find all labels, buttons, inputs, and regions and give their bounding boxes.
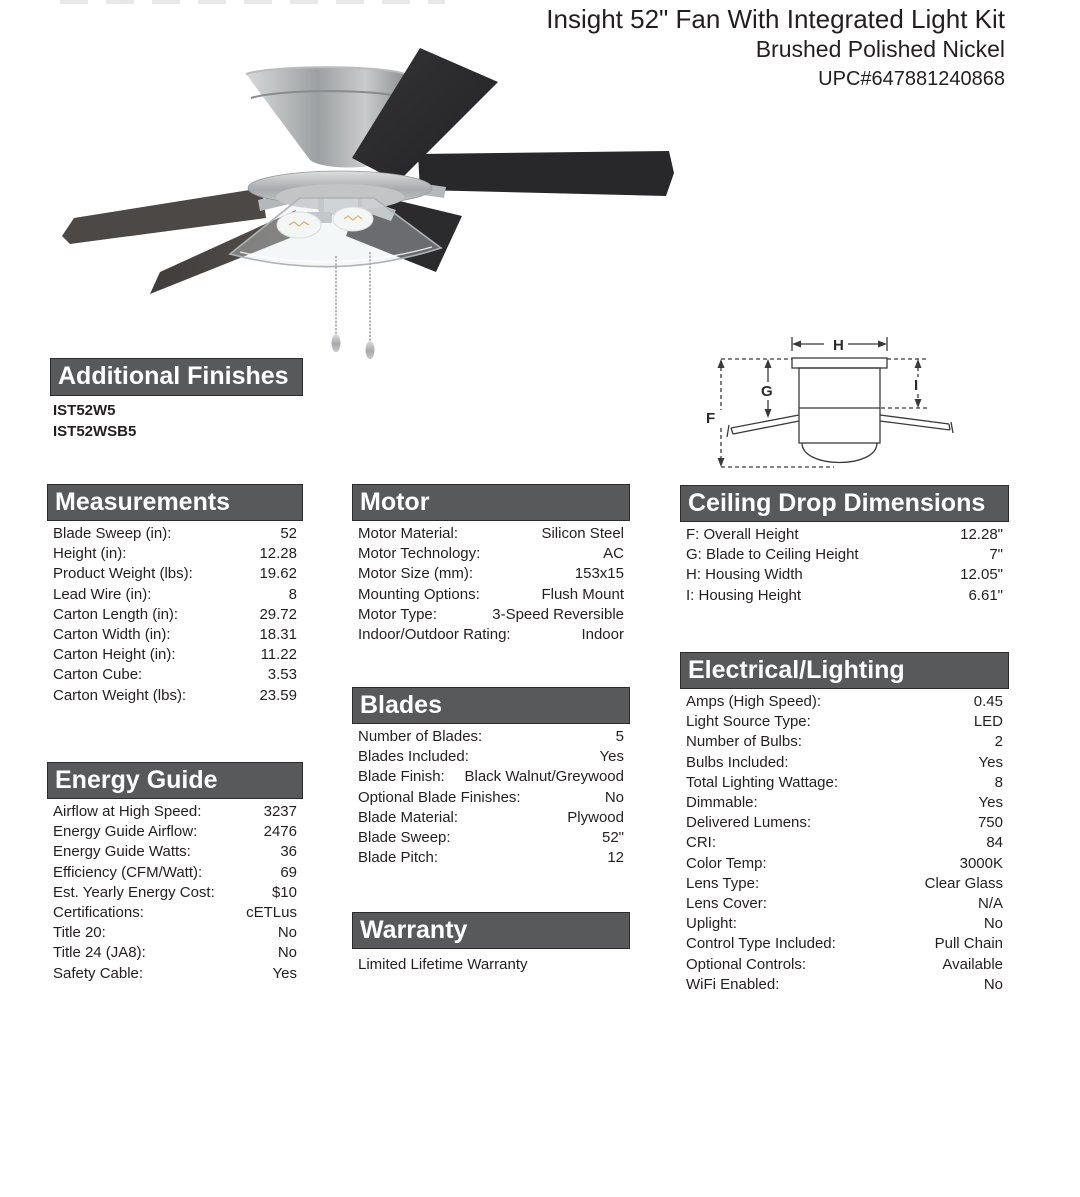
- spec-label: Title 24 (JA8):: [53, 944, 146, 962]
- spec-row: [47, 964, 303, 984]
- spec-label: Blade Sweep:: [358, 829, 451, 847]
- spec-label: Blade Material:: [358, 808, 459, 826]
- spec-value: Yes: [272, 964, 297, 982]
- spec-value: No: [604, 788, 624, 806]
- spec-label: Carton Height (in):: [53, 646, 176, 664]
- spec-row: [680, 732, 1009, 752]
- spec-label: Dimmable:: [686, 794, 758, 812]
- electrical-lighting-header: Electrical/Lighting: [680, 652, 1009, 689]
- spec-value: 18.31: [259, 626, 297, 644]
- spec-label: Lens Cover:: [686, 895, 767, 913]
- spec-row: [680, 854, 1009, 874]
- product-upc: UPC#647881240868: [818, 68, 1005, 90]
- diagram-dim-i: [881, 359, 929, 408]
- spec-value: 3.53: [267, 666, 297, 684]
- spec-row: [352, 605, 630, 625]
- spec-row: [47, 645, 303, 665]
- spec-label: Energy Guide Airflow:: [53, 823, 198, 841]
- diagram-label-g: G: [761, 383, 773, 400]
- section-energy-guide: [47, 762, 303, 984]
- spec-value: 153x15: [574, 565, 624, 583]
- spec-row: [352, 727, 630, 747]
- spec-label: Motor Size (mm):: [358, 565, 474, 583]
- spec-label: CRI:: [686, 834, 716, 852]
- spec-value: LED: [973, 713, 1003, 731]
- spec-row: [352, 524, 630, 544]
- spec-row: [47, 903, 303, 923]
- spec-label: G: Blade to Ceiling Height: [686, 546, 859, 564]
- product-finish: Brushed Polished Nickel: [755, 36, 1005, 62]
- spec-row: [47, 625, 303, 645]
- spec-row: [352, 564, 630, 584]
- spec-row: [352, 544, 630, 564]
- spec-row: [47, 605, 303, 625]
- diagram-dim-f: [721, 359, 834, 467]
- motor-header: Motor: [352, 484, 630, 521]
- spec-label: Control Type Included:: [686, 935, 836, 953]
- warranty-text: Limited Lifetime Warranty: [358, 956, 528, 973]
- spec-label: Color Temp:: [686, 854, 767, 872]
- spec-label: Height (in):: [53, 545, 127, 563]
- spec-value: No: [983, 975, 1003, 993]
- spec-label: Optional Blade Finishes:: [358, 788, 521, 806]
- section-ceiling-drop: [680, 485, 1009, 606]
- section-measurements: [47, 484, 303, 706]
- spec-value: 52: [280, 525, 297, 542]
- section-blades: [352, 687, 630, 868]
- spec-row: [352, 585, 630, 605]
- spec-value: Flush Mount: [541, 585, 624, 603]
- spec-row: [680, 692, 1009, 712]
- spec-row: [47, 923, 303, 943]
- spec-row: [47, 585, 303, 605]
- pull-chains: [332, 252, 375, 359]
- spec-row: [47, 524, 303, 544]
- spec-value: 12.28": [960, 526, 1003, 543]
- diagram-label-i: I: [914, 377, 919, 394]
- spec-value: 7": [989, 546, 1003, 564]
- spec-value: 0.45: [973, 693, 1003, 710]
- blades-header: Blades: [352, 687, 630, 724]
- diagram-label-f: F: [706, 410, 716, 427]
- spec-label: Blade Sweep (in):: [53, 525, 172, 542]
- spec-value: 12: [607, 849, 624, 867]
- spec-row: [680, 773, 1009, 793]
- spec-row: [680, 753, 1009, 773]
- spec-row: [680, 874, 1009, 894]
- spec-value: 3237: [263, 803, 297, 820]
- spec-label: Carton Cube:: [53, 666, 143, 684]
- spec-value: 29.72: [259, 605, 297, 623]
- spec-label: Blade Finish:: [358, 768, 445, 786]
- spec-value: No: [983, 915, 1003, 933]
- warranty-header: Warranty: [352, 912, 630, 949]
- spec-label: Optional Controls:: [686, 955, 807, 973]
- section-motor: [352, 484, 630, 645]
- spec-label: Mounting Options:: [358, 585, 480, 603]
- spec-label: WiFi Enabled:: [686, 975, 780, 993]
- spec-value: 5: [615, 728, 624, 745]
- spec-label: Safety Cable:: [53, 964, 144, 982]
- spec-value: 2476: [263, 823, 297, 841]
- fan-blade: [62, 188, 266, 244]
- spec-value: 11.22: [260, 646, 297, 664]
- spec-value: Pull Chain: [934, 935, 1003, 953]
- spec-row: [680, 712, 1009, 732]
- spec-row: [352, 828, 630, 848]
- spec-label: Blade Pitch:: [358, 849, 439, 867]
- spec-label: Energy Guide Watts:: [53, 843, 191, 861]
- spec-row: [47, 943, 303, 963]
- spec-label: Lead Wire (in):: [53, 585, 152, 603]
- spec-label: Product Weight (lbs):: [53, 565, 193, 583]
- measurements-header: Measurements: [47, 484, 303, 521]
- spec-label: Carton Width (in):: [53, 626, 171, 644]
- spec-row: [352, 848, 630, 868]
- section-additional-finishes: [50, 358, 303, 442]
- spec-row: [352, 625, 630, 645]
- spec-value: No: [277, 924, 297, 942]
- spec-value: 8: [288, 585, 297, 603]
- spec-row: [680, 975, 1009, 995]
- spec-row: [680, 793, 1009, 813]
- spec-label: Efficiency (CFM/Watt):: [53, 863, 203, 881]
- spec-label: Delivered Lumens:: [686, 814, 812, 832]
- spec-value: Clear Glass: [924, 874, 1003, 892]
- spec-value: N/A: [977, 895, 1003, 913]
- spec-label: Number of Bulbs:: [686, 733, 802, 751]
- spec-value: 8: [994, 773, 1003, 791]
- spec-value: Yes: [978, 794, 1003, 812]
- spec-row: [680, 525, 1009, 545]
- spec-label: Motor Material:: [358, 525, 459, 542]
- spec-label: Airflow at High Speed:: [53, 803, 202, 820]
- pull-chain-fob: [366, 341, 375, 359]
- spec-row: [47, 883, 303, 903]
- spec-row: [47, 863, 303, 883]
- spec-value: 3000K: [959, 854, 1003, 872]
- spec-value: 19.62: [259, 565, 297, 583]
- spec-value: 12.28: [259, 545, 297, 563]
- section-warranty: [352, 912, 630, 975]
- spec-label: Title 20:: [53, 924, 106, 942]
- spec-value: 36: [280, 843, 297, 861]
- additional-finishes-header: Additional Finishes: [50, 358, 303, 396]
- spec-row: [680, 894, 1009, 914]
- spec-row: [352, 767, 630, 787]
- fan-blade: [418, 151, 674, 196]
- spec-row: [47, 564, 303, 584]
- spec-label: Certifications:: [53, 904, 144, 922]
- spec-row: [47, 802, 303, 822]
- spec-row: [680, 565, 1009, 585]
- diagram-blades: [727, 415, 953, 437]
- ceiling-drop-header: Ceiling Drop Dimensions: [680, 485, 1009, 522]
- spec-label: Uplight:: [686, 915, 737, 933]
- spec-value: Silicon Steel: [541, 525, 624, 542]
- spec-row: [680, 934, 1009, 954]
- spec-value: AC: [603, 545, 624, 563]
- spec-label: H: Housing Width: [686, 566, 803, 584]
- spec-label: Motor Technology:: [358, 545, 481, 563]
- product-title: Insight 52" Fan With Integrated Light Kit: [546, 4, 1005, 34]
- spec-label: Carton Weight (lbs):: [53, 686, 187, 704]
- spec-value: cETLus: [246, 904, 297, 922]
- spec-label: Number of Blades:: [358, 728, 483, 745]
- spec-row: [680, 914, 1009, 934]
- spec-row: [680, 586, 1009, 606]
- finish-sku: IST52W5: [53, 402, 116, 419]
- spec-value: 6.61": [968, 586, 1003, 604]
- spec-value: 69: [280, 863, 297, 881]
- spec-row: [680, 955, 1009, 975]
- spec-label: Lens Type:: [686, 874, 760, 892]
- diagram-dome: [802, 443, 877, 463]
- finish-sku: IST52WSB5: [53, 423, 137, 440]
- spec-label: Bulbs Included:: [686, 753, 789, 771]
- spec-label: I: Housing Height: [686, 586, 802, 604]
- spec-row: [680, 833, 1009, 853]
- spec-label: Light Source Type:: [686, 713, 811, 731]
- spec-label: Indoor/Outdoor Rating:: [358, 626, 511, 644]
- spec-value: Yes: [599, 748, 624, 766]
- spec-row: [680, 813, 1009, 833]
- spec-value: 2: [994, 733, 1003, 751]
- spec-label: Est. Yearly Energy Cost:: [53, 883, 215, 901]
- spec-row: [47, 842, 303, 862]
- spec-value: No: [277, 944, 297, 962]
- spec-value: Indoor: [581, 626, 624, 644]
- spec-row: [47, 665, 303, 685]
- energy-guide-header: Energy Guide: [47, 762, 303, 799]
- section-electrical-lighting: [680, 652, 1009, 995]
- spec-value: Yes: [978, 753, 1003, 771]
- spec-row: [352, 808, 630, 828]
- title-block: [380, 4, 1005, 94]
- diagram-housing: [799, 368, 880, 443]
- spec-label: Amps (High Speed):: [686, 693, 822, 710]
- spec-row: [47, 686, 303, 706]
- spec-label: Motor Type:: [358, 605, 437, 623]
- spec-label: Total Lighting Wattage:: [686, 773, 839, 791]
- spec-value: 23.59: [259, 686, 297, 704]
- spec-value: 52": [601, 829, 624, 847]
- spec-value: 12.05": [960, 566, 1003, 584]
- diagram-label-h: H: [833, 337, 844, 354]
- pull-chain-fob: [332, 334, 341, 352]
- spec-label: F: Overall Height: [686, 526, 799, 543]
- spec-value: 3-Speed Reversible: [492, 605, 624, 623]
- spec-row: [680, 545, 1009, 565]
- ceiling-drop-diagram: [698, 330, 1012, 480]
- spec-value: $10: [271, 883, 297, 901]
- spec-row: [47, 544, 303, 564]
- spec-value: Plywood: [567, 808, 624, 826]
- spec-label: Blades Included:: [358, 748, 469, 766]
- spec-value: Available: [942, 955, 1003, 973]
- spec-value: Black Walnut/Greywood: [464, 768, 624, 786]
- spec-value: 750: [977, 814, 1003, 832]
- spec-row: [47, 822, 303, 842]
- spec-row: [352, 747, 630, 767]
- spec-label: Carton Length (in):: [53, 605, 179, 623]
- spec-value: 84: [986, 834, 1003, 852]
- diagram-ceiling-plate: [792, 358, 887, 368]
- spec-row: [352, 788, 630, 808]
